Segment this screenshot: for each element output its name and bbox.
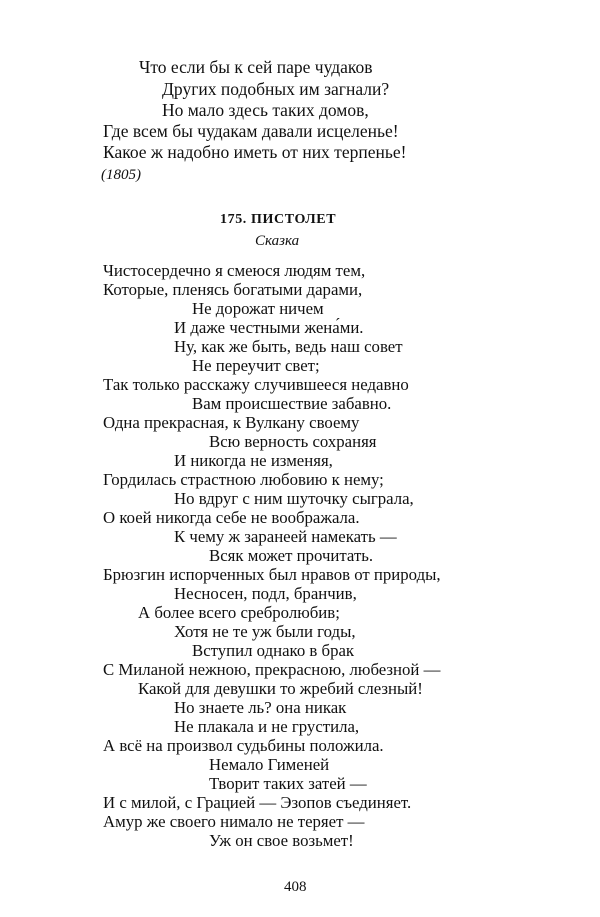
- poem-line: Творит таких затей —: [209, 774, 367, 793]
- poem-subtitle: Сказка: [255, 233, 300, 249]
- poem-title: 175. ПИСТОЛЕТ: [220, 212, 337, 227]
- poem-line: Которые, пленясь богатыми дарами,: [103, 280, 363, 299]
- poem-line: Но знаете ль? она никак: [174, 698, 347, 717]
- poem-year: (1805): [101, 167, 141, 183]
- prev-poem-line: Но мало здесь таких домов,: [162, 100, 369, 120]
- poem-line: Чистосердечно я смеюся людям тем,: [103, 261, 366, 280]
- poem-line: Не дорожат ничем: [192, 299, 324, 318]
- poem-line: О коей никогда себе не воображала.: [103, 508, 360, 527]
- prev-poem-line: Других подобных им загнали?: [162, 79, 390, 99]
- poem-line: Амур же своего нимало не теряет —: [103, 812, 365, 831]
- poem-line: Несносен, подл, бранчив,: [174, 584, 357, 603]
- poem-line: С Миланой нежною, прекрасною, любезной —: [103, 660, 441, 679]
- poem-line: А всё на произвол судьбины положила.: [103, 736, 384, 755]
- poem-line: Так только расскажу случившееся недавно: [103, 375, 409, 394]
- poem-line: А более всего сребролюбив;: [138, 603, 340, 622]
- poem-line: Всяк может прочитать.: [209, 546, 374, 565]
- poem-line: И даже честными жена́ми.: [174, 318, 364, 337]
- poem-line: Не плакала и не грустила,: [174, 717, 360, 736]
- poem-line: Не переучит свет;: [192, 356, 320, 375]
- poem-line: Одна прекрасная, к Вулкану своему: [103, 413, 360, 432]
- prev-poem-line: Что если бы к сей паре чудаков: [139, 57, 373, 77]
- poem-line: И никогда не изменяя,: [174, 451, 333, 470]
- prev-poem-line: Где всем бы чудакам давали исцеленье!: [103, 121, 399, 141]
- poem-line: Немало Гименей: [209, 755, 330, 774]
- poem-line: Брюзгин испорченных был нравов от природы,: [103, 565, 441, 584]
- poem-line: Хотя не те уж были годы,: [174, 622, 356, 641]
- poem-line: Какой для девушки то жребий слезный!: [138, 679, 423, 698]
- poem-line: И с милой, с Грацией — Эзопов съединяет.: [103, 793, 412, 812]
- poem-line: Вступил однако в брак: [192, 641, 355, 660]
- poem-line: Но вдруг с ним шуточку сыграла,: [174, 489, 414, 508]
- poem-line: Всю верность сохраняя: [209, 432, 377, 451]
- poem-line: К чему ж заранеей намекать —: [174, 527, 397, 546]
- poem-line: Ну, как же быть, ведь наш совет: [174, 337, 403, 356]
- poem-line: Вам происшествие забавно.: [192, 394, 392, 413]
- poem-line: Гордилась страстною любовию к нему;: [103, 470, 384, 489]
- page-number: 408: [284, 879, 307, 895]
- prev-poem-line: Какое ж надобно иметь от них терпенье!: [103, 142, 407, 162]
- poem-line: Уж он свое возьмет!: [209, 831, 354, 850]
